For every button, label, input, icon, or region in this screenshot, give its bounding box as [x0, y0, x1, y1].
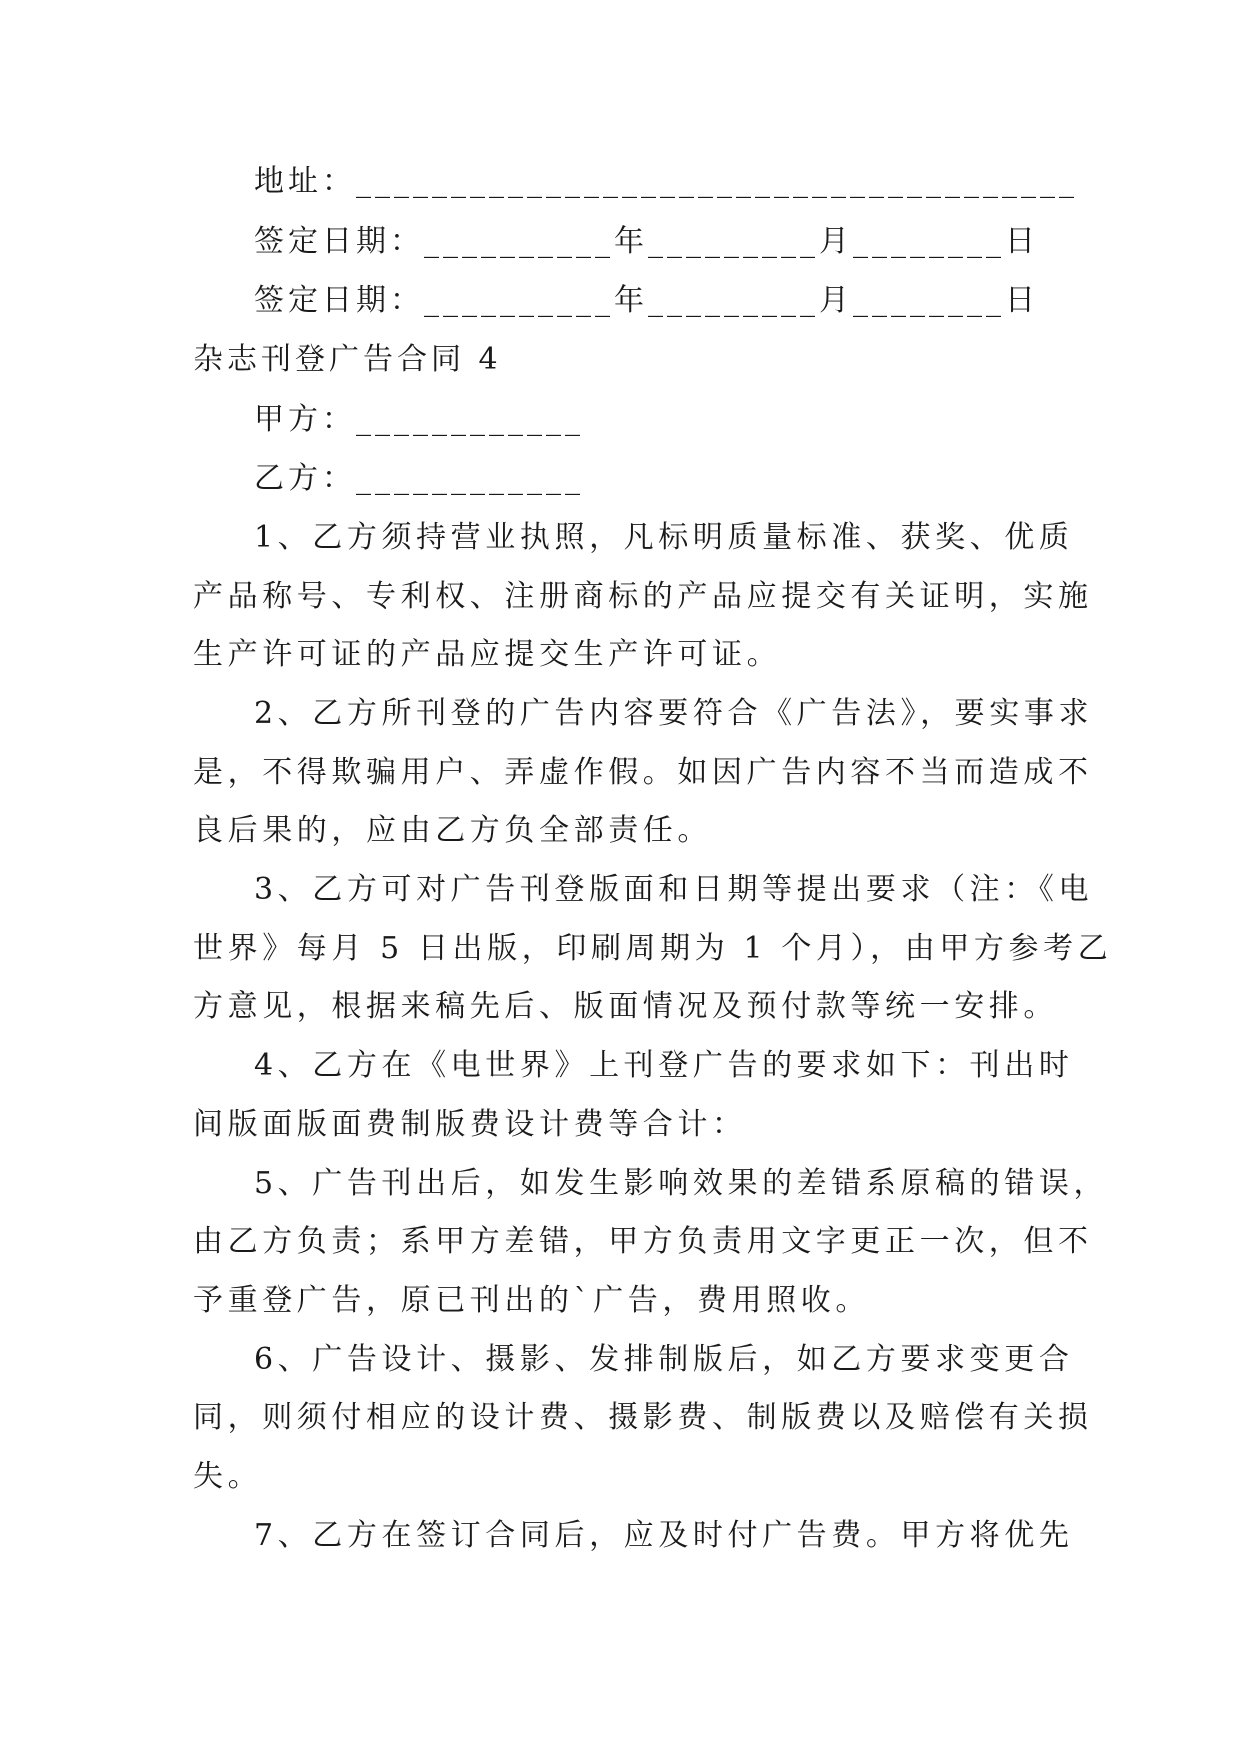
clause-3-line-1: 3、乙方可对广告刊登版面和日期等提出要求（注：《电 [254, 872, 1094, 907]
clause-6-line-1: 6、广告设计、摄影、发排制版后，如乙方要求变更合 [254, 1342, 1074, 1377]
clause-1-line-1: 1、乙方须持营业执照，凡标明质量标准、获奖、优质 [254, 520, 1074, 555]
contract-title: 杂志刊登广告合同 4 [193, 342, 502, 377]
clause-7-line-1: 7、乙方在签订合同后，应及时付广告费。甲方将优先 [254, 1518, 1074, 1553]
clause-6-line-2: 同，则须付相应的设计费、摄影费、制版费以及赔偿有关损 [193, 1400, 1093, 1435]
clause-5-line-1: 5、广告刊出后，如发生影响效果的差错系原稿的错误， [254, 1166, 1109, 1201]
clause-5-line-2: 由乙方负责；系甲方差错，甲方负责用文字更正一次，但不 [193, 1224, 1093, 1259]
clause-5-line-3: 予重登广告，原已刊出的`广告，费用照收。 [193, 1283, 870, 1318]
clause-1-line-2: 产品称号、专利权、注册商标的产品应提交有关证明，实施 [193, 579, 1093, 614]
clause-6-line-3: 失。 [193, 1459, 263, 1494]
sign-date-line-1: 签定日期：__________年_________月________日 [254, 224, 1039, 259]
clause-4-line-2: 间版面版面费制版费设计费等合计： [193, 1107, 747, 1142]
address-line: 地址：______________________________________ [254, 164, 1078, 199]
clause-3-line-3: 方意见，根据来稿先后、版面情况及预付款等统一安排。 [193, 989, 1058, 1024]
sign-date-line-2: 签定日期：__________年_________月________日 [254, 283, 1039, 318]
clause-1-line-3: 生产许可证的产品应提交生产许可证。 [193, 637, 782, 672]
clause-2-line-2: 是，不得欺骗用户、弄虚作假。如因广告内容不当而造成不 [193, 755, 1093, 790]
party-a-line: 甲方：____________ [254, 402, 584, 437]
party-b-line: 乙方：____________ [254, 461, 584, 496]
clause-2-line-3: 良后果的，应由乙方负全部责任。 [193, 813, 712, 848]
clause-2-line-1: 2、乙方所刊登的广告内容要符合《广告法》，要实事求 [254, 696, 1094, 731]
clause-4-line-1: 4、乙方在《电世界》上刊登广告的要求如下：刊出时 [254, 1048, 1074, 1083]
clause-3-line-2: 世界》每月 5 日出版，印刷周期为 1 个月），由甲方参考乙 [193, 931, 1113, 966]
